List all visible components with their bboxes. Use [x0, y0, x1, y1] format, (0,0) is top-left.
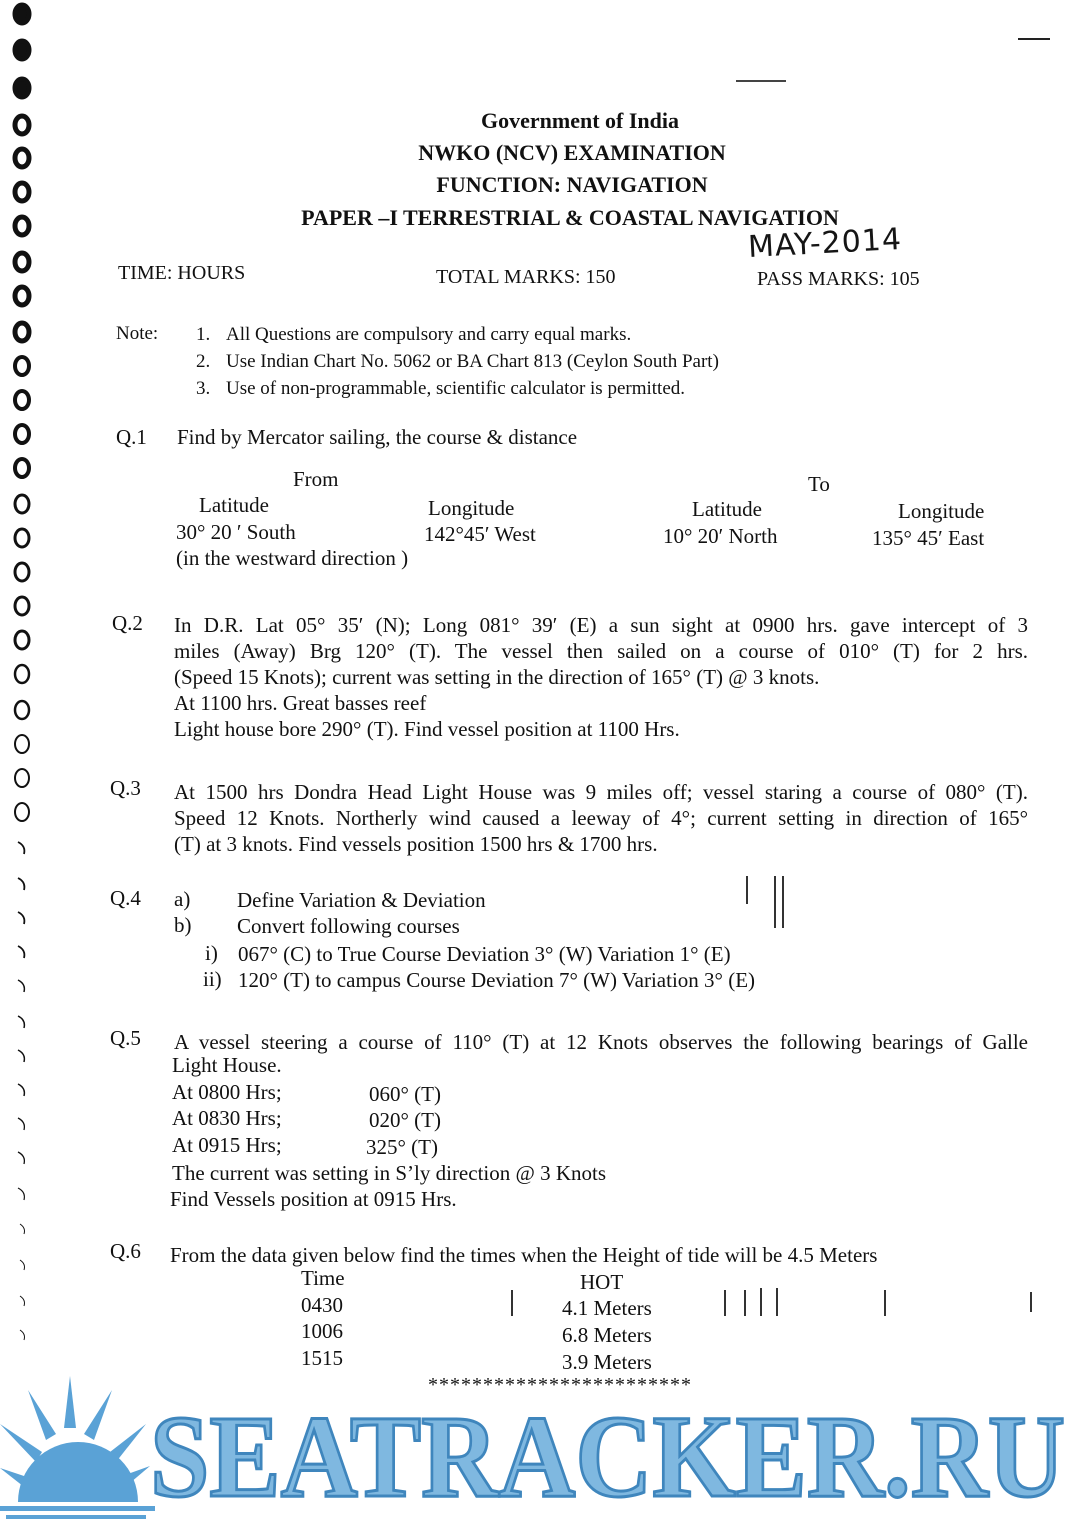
q4-ii-text: 120° (T) to campus Course Deviation 7° (W) Variation 3° (E): [238, 968, 756, 992]
scan-mark-tick: [744, 1290, 746, 1316]
q5-find: Find Vessels position at 0915 Hrs.: [170, 1187, 457, 1211]
q1-to-long: 135° 45′ East: [872, 526, 985, 550]
q3-line-2: Speed 12 Knots. Northerly wind caused a leeway of 4°; current setting in direction of 165°: [174, 806, 1028, 830]
q5-bearing-value-3: 325° (T): [366, 1135, 438, 1159]
q5-line-1: A vessel steering a course of 110° (T) at 12 Knots observes the following bearings of Galle: [174, 1030, 1028, 1054]
q6-number: Q.6: [110, 1239, 141, 1263]
scan-mark-tick: [776, 1288, 778, 1316]
q3-number: Q.3: [110, 776, 141, 800]
q6-time-1: 0430: [301, 1293, 343, 1317]
watermark-text: SEATRACKER.RU: [150, 1391, 1065, 1522]
q1-number: Q.1: [116, 425, 147, 449]
q5-bearing-time-1: At 0800 Hrs;: [172, 1080, 282, 1104]
q6-question: From the data given below find the times when the Height of tide will be 4.5 Meters: [170, 1243, 878, 1267]
q6-hot-3: 3.9 Meters: [562, 1350, 652, 1374]
q5-line-2: Light House.: [172, 1053, 282, 1077]
header-government: Government of India: [481, 108, 679, 133]
q5-current: The current was setting in S’ly direction @ 3 Knots: [172, 1161, 607, 1185]
q4-i-text: 067° (C) to True Course Deviation 3° (W) Variation 1° (E): [238, 942, 731, 966]
q1-to-label: To: [808, 472, 830, 496]
note-num-1: 1.: [196, 324, 211, 345]
handwritten-date: MAY-2014: [747, 221, 903, 266]
footer-stars: ************************: [428, 1374, 692, 1396]
q5-bearing-time-3: At 0915 Hrs;: [172, 1133, 282, 1157]
q4-b-text: Convert following courses: [237, 914, 460, 938]
q1-to-long-label: Longitude: [898, 499, 985, 523]
q1-to-lat: 10° 20′ North: [663, 524, 778, 548]
scan-mark-tick: [760, 1288, 762, 1316]
watermark-logo: [0, 1368, 1080, 1527]
note-label: Note:: [116, 323, 159, 344]
total-marks: TOTAL MARKS: 150: [436, 266, 616, 288]
scan-mark-tick: [782, 876, 784, 928]
q2-line-2: miles (Away) Brg 120° (T). The vessel then sailed on a course of 010° (T) for 2 hrs.: [174, 639, 1028, 663]
q4-number: Q.4: [110, 886, 141, 910]
q1-from-label: From: [293, 467, 339, 491]
q1-from-lat: 30° 20 ′ South: [176, 520, 296, 544]
q4-i-label: i): [205, 941, 218, 965]
q1-to-lat-label: Latitude: [692, 497, 762, 521]
q1-question: Find by Mercator sailing, the course & distance: [177, 425, 578, 449]
q3-line-3: (T) at 3 knots. Find vessels position 1500 hrs & 1700 hrs.: [174, 832, 658, 856]
q6-time-3: 1515: [301, 1346, 343, 1370]
scan-mark-line: [1018, 38, 1050, 40]
q5-bearing-time-2: At 0830 Hrs;: [172, 1106, 282, 1130]
scan-mark-tick: [724, 1290, 726, 1316]
scan-mark-tick: [511, 1290, 513, 1316]
header-function: FUNCTION: NAVIGATION: [436, 172, 708, 197]
pass-marks: PASS MARKS: 105: [757, 268, 920, 290]
q2-line-1: In D.R. Lat 05° 35′ (N); Long 081° 39′ (E) a sun sight at 0900 hrs. gave intercept of 3: [174, 613, 1028, 637]
q4-a-text: Define Variation & Deviation: [237, 888, 486, 912]
q1-direction-note: (in the westward direction ): [176, 546, 409, 570]
note-text-1: All Questions are compulsory and carry equal marks.: [226, 324, 632, 345]
q6-hot-2: 6.8 Meters: [562, 1323, 652, 1347]
q2-number: Q.2: [112, 611, 143, 635]
q2-line-4: At 1100 hrs. Great basses reef: [174, 691, 427, 715]
q1-from-lat-label: Latitude: [199, 493, 269, 517]
q6-col-hot: HOT: [580, 1270, 624, 1294]
q2-line-3: (Speed 15 Knots); current was setting in the direction of 165° (T) @ 3 knots.: [174, 665, 820, 689]
note-num-2: 2.: [196, 351, 211, 372]
header-paper: PAPER –I TERRESTRIAL & COASTAL NAVIGATION: [301, 205, 839, 230]
scan-mark-tick: [1030, 1292, 1032, 1312]
scan-mark-tick: [774, 876, 776, 928]
q6-col-time: Time: [301, 1266, 345, 1290]
q5-bearing-value-1: 060° (T): [369, 1082, 441, 1106]
q4-b-label: b): [174, 913, 192, 937]
scan-mark-line: [736, 80, 786, 82]
q5-bearing-value-2: 020° (T): [369, 1108, 441, 1132]
scan-mark-tick: [884, 1290, 886, 1316]
note-num-3: 3.: [196, 378, 211, 399]
q6-hot-1: 4.1 Meters: [562, 1296, 652, 1320]
header-exam: NWKO (NCV) EXAMINATION: [418, 140, 726, 165]
q4-a-label: a): [174, 887, 191, 911]
q6-time-2: 1006: [301, 1319, 343, 1343]
q2-line-5: Light house bore 290° (T). Find vessel position at 1100 Hrs.: [174, 717, 680, 741]
sun-icon: [0, 1376, 150, 1502]
q4-ii-label: ii): [203, 967, 222, 991]
q5-number: Q.5: [110, 1026, 141, 1050]
time-label: TIME: HOURS: [118, 262, 246, 284]
q1-from-long-label: Longitude: [428, 496, 515, 520]
scan-mark-tick: [746, 876, 748, 904]
note-text-3: Use of non-programmable, scientific calculator is permitted.: [226, 378, 686, 399]
q1-from-long: 142°45′ West: [424, 522, 536, 546]
note-text-2: Use Indian Chart No. 5062 or BA Chart 813 (Ceylon South Part): [226, 351, 719, 372]
q3-line-1: At 1500 hrs Dondra Head Light House was 9 miles off; vessel staring a course of 080° (T).: [174, 780, 1028, 804]
